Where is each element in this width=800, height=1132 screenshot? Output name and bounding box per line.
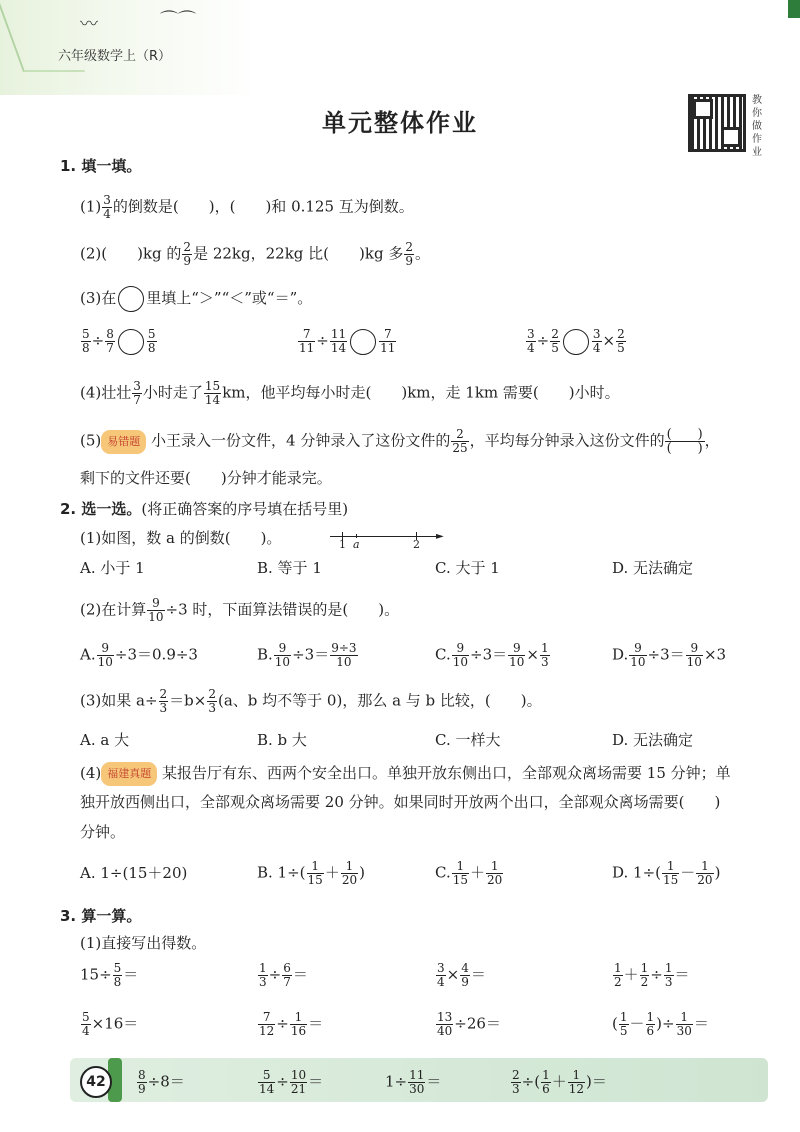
error-prone-tag: 易错题 xyxy=(101,430,146,454)
calc-item: ( $\frac{1}{5}$ － $\frac{1}{6}$ )÷ $\frac{1}{30}$ ＝ xyxy=(612,1010,709,1038)
q2-4-line2: 独开放西侧出口，全部观众离场需要 20 分钟。如果同时开放两个出口，全部观众离场需要( ) xyxy=(80,793,721,811)
compare-blank[interactable] xyxy=(118,329,144,355)
qr-caption: 教你做作业 xyxy=(752,95,762,158)
q2-3-option-d[interactable]: D. 无法确定 xyxy=(612,731,694,749)
q2-2-option-a[interactable]: A. $\frac{9}{10}$ ÷3＝0.9÷3 xyxy=(80,641,198,669)
q2-4-line3: 分钟。 xyxy=(80,823,126,841)
q2-4-line1: (4) 福建真题 某报告厅有东、西两个安全出口。单独开放东侧出口，全部观众离场需要 15 分钟；单 xyxy=(80,762,731,786)
section-1-heading: 1. 填一填。 xyxy=(60,157,142,175)
calc-item: $\frac{1}{2}$ ＋ $\frac{1}{2}$ ÷ $\frac{1}{3}$ ＝ xyxy=(614,961,690,989)
q2-1-option-d[interactable]: D. 无法确定 xyxy=(612,559,694,577)
number-line: ► 1 a 2 xyxy=(330,528,445,550)
q2-3: (3)如果 a÷ $\frac{2}{3}$ ＝b× $\frac{2}{3}$ (a、b 均不等于 0)，那么 a 与 b 比较，( )。 xyxy=(80,687,542,715)
q2-3-option-a[interactable]: A. a 大 xyxy=(80,731,130,749)
corner-tab xyxy=(788,0,800,18)
section-3-heading: 3. 算一算。 xyxy=(60,907,142,925)
q2-1-option-c[interactable]: C. 大于 1 xyxy=(435,559,500,577)
q2-4-option-b[interactable]: B. 1÷( $\frac{1}{15}$ ＋ $\frac{1}{20}$ ) xyxy=(257,859,365,887)
q1-4: (4)壮壮 $\frac{3}{7}$ 小时走了 $\frac{15}{14}$ km，他平均每小时走( )km，走 1km 需要( )小时。 xyxy=(80,379,620,407)
q1-1: (1) $\frac{3}{4}$ 的倒数是( )，( )和 0.125 互为倒数。 xyxy=(80,193,414,221)
q2-3-option-c[interactable]: C. 一样大 xyxy=(435,731,501,749)
page-title: 单元整体作业 xyxy=(322,109,478,137)
q2-4-option-c[interactable]: C. $\frac{1}{15}$ ＋ $\frac{1}{20}$ xyxy=(435,859,503,887)
q1-5: (5) 易错题 小王录入一份文件，4 分钟录入了这份文件的 $\frac{2}{25}$ ，平均每分钟录入这份文件的 ( ) ( ) ， xyxy=(80,427,720,456)
blank-circle[interactable] xyxy=(118,286,144,312)
q2-3-option-b[interactable]: B. b 大 xyxy=(257,731,307,749)
q1-5-line2: 剩下的文件还要( )分钟才能录完。 xyxy=(80,469,332,487)
calc-item: $\frac{3}{4}$ × $\frac{4}{9}$ ＝ xyxy=(437,961,486,989)
q1-2: (2)( )kg 的 $\frac{2}{9}$ 是 22kg，22kg 比( )kg 多 $\frac{2}{9}$ 。 xyxy=(80,240,430,268)
q2-4-option-a[interactable]: A. 1÷(15＋20) xyxy=(80,864,188,882)
bird-icon: ⌒⌒ xyxy=(160,10,196,31)
q2-2-option-d[interactable]: D. $\frac{9}{10}$ ÷3＝ $\frac{9}{10}$ ×3 xyxy=(612,641,727,669)
calc-item: $\frac{1}{3}$ ÷ $\frac{6}{7}$ ＝ xyxy=(259,961,308,989)
page-number: 42 xyxy=(80,1066,112,1098)
compare-blank[interactable] xyxy=(563,329,589,355)
footer-calc: $\frac{5}{14}$ ÷ $\frac{10}{21}$ ＝ xyxy=(259,1068,324,1096)
compare-2: $\frac{7}{11}$ ÷ $\frac{11}{14}$ $\frac{7}{11}$ xyxy=(299,327,396,355)
bird-icon: 〰 xyxy=(80,14,98,35)
footer-calc: $\frac{2}{3}$ ÷( $\frac{1}{6}$ ＋ $\frac{1}{12}$ )＝ xyxy=(512,1068,607,1096)
q2-1-option-a[interactable]: A. 小于 1 xyxy=(80,559,145,577)
calc-item: $\frac{7}{12}$ ÷ $\frac{1}{16}$ ＝ xyxy=(259,1010,324,1038)
qr-code-icon[interactable] xyxy=(688,94,746,152)
q2-2-option-c[interactable]: C. $\frac{9}{10}$ ÷3＝ $\frac{9}{10}$ × $\frac{1}{3}$ xyxy=(435,641,549,669)
book-grade: 六年级数学上（R） xyxy=(58,49,172,64)
q2-4-option-d[interactable]: D. 1÷( $\frac{1}{15}$ － $\frac{1}{20}$ ) xyxy=(612,859,721,887)
q2-2-option-b[interactable]: B. $\frac{9}{10}$ ÷3＝ $\frac{9\div 3}{10}$ xyxy=(257,641,357,669)
q2-1-option-b[interactable]: B. 等于 1 xyxy=(257,559,322,577)
footer-calc: 1÷ $\frac{11}{30}$ ＝ xyxy=(385,1068,442,1096)
compare-blank[interactable] xyxy=(350,329,376,355)
q1-3: (3)在 里填上“＞”“＜”或“＝”。 xyxy=(80,286,312,312)
calc-item: $\frac{5}{4}$ ×16＝ xyxy=(82,1010,139,1038)
calc-item: $\frac{13}{40}$ ÷26＝ xyxy=(437,1010,501,1038)
fujian-exam-tag: 福建真题 xyxy=(101,762,157,786)
compare-1: $\frac{5}{8}$ ÷ $\frac{8}{7}$ $\frac{5}{8}$ xyxy=(82,327,156,355)
s3-sub: (1)直接写出得数。 xyxy=(80,934,207,952)
q2-1: (1)如图，数 a 的倒数( )。 xyxy=(80,529,282,547)
section-2-heading: 2. 选一选。(将正确答案的序号填在括号里) xyxy=(60,500,349,518)
footer-calc: $\frac{8}{9}$ ÷8＝ xyxy=(138,1068,185,1096)
q2-2: (2)在计算 $\frac{9}{10}$ ÷3 时，下面算法错误的是( )。 xyxy=(80,596,400,624)
calc-item: 15÷ $\frac{5}{8}$ ＝ xyxy=(80,961,139,989)
compare-3: $\frac{3}{4}$ ÷ $\frac{2}{5}$ $\frac{3}{4}$ × $\frac{2}{5}$ xyxy=(527,327,625,355)
